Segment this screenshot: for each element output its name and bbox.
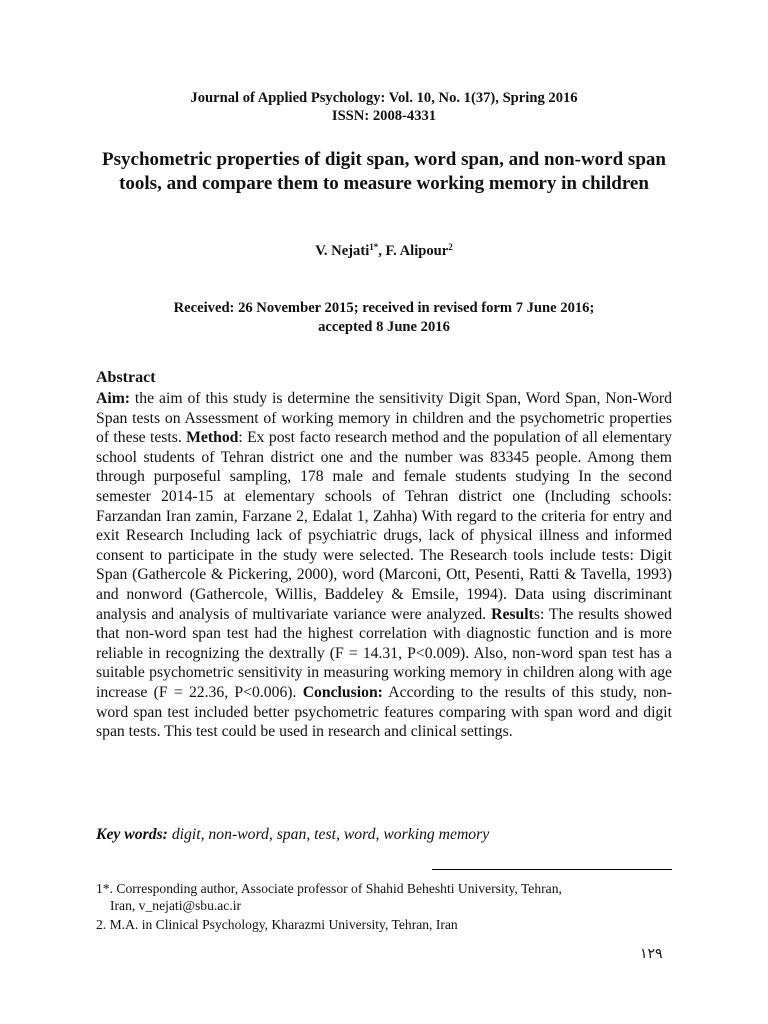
aim-label: Aim: [96,390,130,407]
footnote-divider [432,869,672,870]
abstract-body [96,389,672,742]
journal-line: Journal of Applied Psychology: Vol. 10, No. 1(37), Spring 2016 [190,90,578,106]
method-text: : Ex post facto research method and the population of all elementary school students of Tehran district one and the number was 83345 people. Among them through purposeful sampling, 178 male and female students studying In the second semester 2014-15 at elementary schools of Tehran district one (Including schools: Farzandan Iran zamin, Farzane 2, Edalat 1, Zahha) With regard to the criteria for entry and exit Research Including lack of psychiatric drugs, lack of physical illness and informed consent to participate in the study were selected. The Research tools include tests: Digit Span (Gathercole & Pickering, 2000), word (Marconi, Ott, Pesenti, Ratti & Tavella, 1993) and nonword (Gathercole, Willis, Baddeley & Emsile, 1994). Data using discriminant analysis and analysis of multivariate variance were analyzed. [96,429,672,623]
journal-header [0,89,768,125]
footnote-1 [96,880,686,915]
author-separator: , [378,243,386,259]
keywords-label: Key words: [96,826,168,843]
publication-dates [0,299,768,337]
dates-line-2: accepted 8 June 2016 [318,319,450,335]
author-2-affiliation-mark: 2 [448,242,453,252]
paper-title: Psychometric properties of digit span, word span, and non-word span tools, and compare them to measure working memory in children [102,149,666,194]
results-text: s: The results showed that non-word span test had the highest correlation with diagnostic function and is more reliable in recognizing the dextrally (F = 14.31, P<0.009). Also, non-word span test has a suitable psychometric sensitivity in measuring working memory in children along with age increase (F = 22.36, P<0.006). [96,605,672,701]
author-1-affiliation-mark: 1* [369,242,379,252]
footnote-1-line-2: Iran, v_nejati@sbu.ac.ir [110,898,242,914]
issn-line: ISSN: 2008-4331 [331,108,437,124]
aim-text: the aim of this study is determine the sensitivity Digit Span, Word Span, Non-Word Span tests on Assessment of working memory in children and the psychometric properties of these tests. [96,390,672,447]
author-2-name: F. Alipour [385,243,449,259]
footnote-1-line-1: 1*. Corresponding author, Associate professor of Shahid Beheshti University, Tehran, [96,881,562,896]
dates-line-1: Received: 26 November 2015; received in revised form 7 June 2016; [173,300,595,316]
authors-line [0,238,768,260]
method-label: Method [186,429,239,447]
conclusion-text: According to the results of this study, non-word span test included better psychometric features comparing with span word and digit span tests. This test could be used in research and clinical settings. [96,683,672,741]
conclusion-label: Conclusion: [302,683,383,701]
abstract-heading: Abstract [96,369,156,386]
footnote-2: 2. M.A. in Clinical Psychology, Kharazmi University, Tehran, Iran [96,917,458,932]
author-1-name: V. Nejati [315,243,370,259]
page-number: ١٢٩ [640,946,663,962]
keywords-line [96,826,489,844]
keywords-text: digit, non-word, span, test, word, working memory [167,826,490,843]
results-label: Result [491,605,534,623]
